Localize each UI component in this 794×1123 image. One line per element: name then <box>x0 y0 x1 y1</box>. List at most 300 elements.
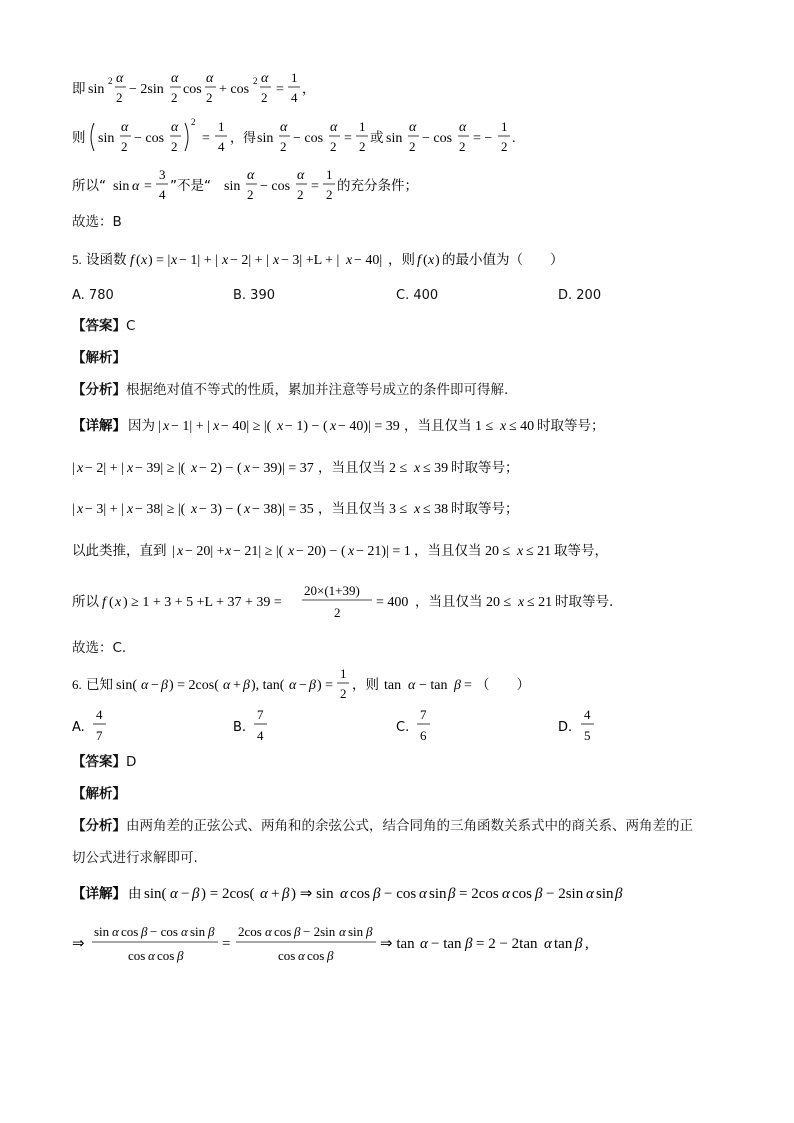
svg-text:7: 7 <box>96 728 103 743</box>
answer-tag: 【答案】 <box>72 318 126 334</box>
svg-text:− 2sin: − 2sin <box>546 886 584 902</box>
svg-text:⇒: ⇒ <box>72 936 85 952</box>
svg-text:α: α <box>502 886 510 902</box>
svg-text:− 2| + |: − 2| + | <box>230 253 269 268</box>
svg-text:sin: sin <box>386 131 403 146</box>
svg-text:α: α <box>340 886 348 902</box>
fenxi-tag: 【分析】 <box>72 818 126 834</box>
svg-text:2: 2 <box>330 139 337 154</box>
question-6 <box>72 664 592 708</box>
svg-text:− cos: − cos <box>384 886 417 902</box>
svg-text:sin: sin <box>94 924 110 939</box>
svg-text:x: x <box>115 595 122 610</box>
svg-text:− 40|: − 40| <box>354 253 383 268</box>
svg-text:x: x <box>273 253 280 268</box>
q6-option-a-fraction[interactable] <box>72 706 112 746</box>
svg-text:|: | <box>158 419 161 434</box>
svg-text:3 ≤: 3 ≤ <box>389 502 408 517</box>
svg-text:，当且仅当: ，当且仅当 <box>404 418 472 434</box>
svg-text:时取等号；: 时取等号； <box>537 418 605 434</box>
svg-text:1: 1 <box>291 70 298 85</box>
svg-text:x: x <box>428 253 435 268</box>
svg-text:，: ， <box>302 82 316 97</box>
svg-text:) =: ) = <box>317 678 334 693</box>
svg-text:− 21| ≥ |(: − 21| ≥ |( <box>233 544 284 559</box>
svg-text:) ≥ 1 + 3 + 5 +L + 37 + 39 =: ) ≥ 1 + 3 + 5 +L + 37 + 39 = <box>123 595 282 610</box>
svg-text:α: α <box>544 936 552 952</box>
svg-text:sin: sin <box>98 131 115 146</box>
svg-text:所以: 所以 <box>72 594 99 610</box>
q5-detail-3 <box>72 497 552 523</box>
svg-text:− 1| + |: − 1| + | <box>179 253 218 268</box>
svg-text:α: α <box>171 120 179 135</box>
fenxi-text: 根据绝对值不等式的性质，累加并注意等号成立的条件即可得解. <box>126 382 509 398</box>
svg-text:4: 4 <box>96 707 103 722</box>
q6-option-b-fraction[interactable] <box>233 706 273 746</box>
svg-text:cos: cos <box>157 948 175 963</box>
svg-text:x: x <box>518 595 525 610</box>
svg-text:β: β <box>141 924 148 939</box>
svg-text:20 ≤: 20 ≤ <box>486 595 512 610</box>
q5-option-c[interactable]: C. 400 <box>396 288 439 303</box>
math-line-1 <box>72 68 372 112</box>
svg-text:2: 2 <box>359 139 366 154</box>
q5-end: 故选：C. <box>72 640 127 656</box>
svg-text:− 40)| = 39: − 40)| = 39 <box>338 419 400 434</box>
svg-text:x: x <box>414 461 421 476</box>
svg-text:α: α <box>260 886 268 902</box>
svg-text:x: x <box>277 419 284 434</box>
svg-text:x: x <box>127 502 134 517</box>
svg-text:α: α <box>265 924 272 939</box>
svg-text:4: 4 <box>584 707 591 722</box>
q6-answer <box>72 756 136 770</box>
svg-text:sin: sin <box>88 82 105 97</box>
q6-fenxi <box>72 820 693 834</box>
q5-option-d[interactable]: D. 200 <box>558 288 602 303</box>
svg-text:α: α <box>112 924 119 939</box>
q6-option-d-fraction[interactable] <box>558 706 598 746</box>
svg-text:4: 4 <box>291 90 298 105</box>
svg-text:或: 或 <box>370 130 384 146</box>
math-formula-1 <box>72 68 372 108</box>
svg-text:β: β <box>535 886 543 902</box>
svg-text:sin(: sin( <box>144 886 167 902</box>
svg-text:=: = <box>276 82 284 97</box>
svg-text:x: x <box>288 544 295 559</box>
svg-text:sin: sin <box>224 179 241 194</box>
svg-text:cos: cos <box>307 948 325 963</box>
svg-text:β: β <box>177 948 184 963</box>
svg-text:2: 2 <box>247 187 254 202</box>
svg-text:2: 2 <box>326 187 333 202</box>
svg-text:cos: cos <box>121 924 139 939</box>
question-5 <box>72 248 612 274</box>
q5-detail-4-formula <box>72 539 632 561</box>
svg-text:= −: = − <box>473 131 493 146</box>
svg-text:β: β <box>294 924 301 939</box>
svg-text:4: 4 <box>257 728 264 743</box>
svg-text:α: α <box>181 924 188 939</box>
svg-text:tan: tan <box>554 936 573 952</box>
svg-text:cos: cos <box>128 948 146 963</box>
svg-text:−: − <box>181 886 190 902</box>
svg-text:x: x <box>77 502 84 517</box>
svg-text:≤ 39: ≤ 39 <box>423 461 449 476</box>
svg-text:设函数: 设函数 <box>86 252 127 268</box>
svg-text:=: = <box>144 179 152 194</box>
question-6-stem <box>72 664 592 704</box>
svg-text:时取等号；: 时取等号； <box>451 460 519 476</box>
svg-text:x: x <box>244 461 251 476</box>
svg-text:C.: C. <box>396 720 410 735</box>
svg-text:= 2 − 2tan: = 2 − 2tan <box>476 936 538 952</box>
svg-text:α: α <box>206 71 214 86</box>
svg-text:β: β <box>327 948 334 963</box>
q6-jiexi-heading: 【解析】 <box>72 786 126 802</box>
svg-text:) = |: ) = | <box>148 253 171 268</box>
svg-text:⇒ tan: ⇒ tan <box>380 936 415 952</box>
svg-text:的最小值为（ ）: 的最小值为（ ） <box>442 252 564 268</box>
q5-detail-1-formula <box>72 414 632 436</box>
svg-text:2cos: 2cos <box>238 924 262 939</box>
svg-text:2: 2 <box>459 139 466 154</box>
q5-detail-5-formula <box>72 578 652 624</box>
svg-text:2 ≤: 2 ≤ <box>389 461 408 476</box>
svg-text:β: β <box>615 886 623 902</box>
q5-option-b[interactable]: B. 390 <box>233 288 275 303</box>
svg-text:20×(1+39): 20×(1+39) <box>304 583 360 598</box>
svg-text:x: x <box>127 461 134 476</box>
svg-text:x: x <box>330 419 337 434</box>
svg-text:1: 1 <box>340 666 347 681</box>
svg-text:α: α <box>171 71 179 86</box>
fenxi-tag: 【分析】 <box>72 382 126 398</box>
answer-value: C <box>126 318 136 334</box>
svg-text:2: 2 <box>261 90 268 105</box>
svg-text:− cos: − cos <box>150 924 178 939</box>
svg-text:α: α <box>339 924 346 939</box>
svg-text:，当且仅当: ，当且仅当 <box>415 594 483 610</box>
svg-text:，当且仅当: ，当且仅当 <box>318 460 386 476</box>
svg-text:x: x <box>177 544 184 559</box>
svg-text:x: x <box>414 502 421 517</box>
svg-text:sin: sin <box>348 924 364 939</box>
svg-text:x: x <box>244 502 251 517</box>
svg-text:x: x <box>171 253 178 268</box>
svg-text:2: 2 <box>253 76 258 86</box>
svg-text:（ ）: （ ） <box>476 677 530 693</box>
svg-text:cos: cos <box>183 82 202 97</box>
q5-detail-3-formula <box>72 497 552 519</box>
svg-text:α: α <box>419 886 427 902</box>
svg-text:≤ 38: ≤ 38 <box>423 502 449 517</box>
svg-text:时取等号；: 时取等号； <box>451 501 519 517</box>
svg-text:+: + <box>233 678 241 693</box>
svg-text:− cos: − cos <box>293 131 324 146</box>
svg-text:x: x <box>222 253 229 268</box>
svg-text:α: α <box>459 120 467 135</box>
svg-text:− cos: − cos <box>422 131 453 146</box>
svg-text:x: x <box>348 544 355 559</box>
svg-text:3: 3 <box>159 167 166 182</box>
svg-text:取等号，: 取等号， <box>554 543 608 559</box>
svg-text:) = 2cos(: ) = 2cos( <box>169 678 219 693</box>
q6-detail-2-formula <box>72 920 692 966</box>
svg-text:1 ≤: 1 ≤ <box>475 419 494 434</box>
svg-text:7: 7 <box>420 707 427 722</box>
svg-text:，则: ，则 <box>352 677 379 693</box>
svg-text:) = 2cos(: ) = 2cos( <box>201 886 255 902</box>
svg-text:α: α <box>330 120 338 135</box>
svg-text:β: β <box>373 886 381 902</box>
q6-detail-1-formula <box>72 882 692 904</box>
svg-text:6.: 6. <box>72 677 82 692</box>
svg-text:α: α <box>297 168 305 183</box>
svg-text:α: α <box>289 678 297 693</box>
svg-text:− cos: − cos <box>134 131 165 146</box>
svg-text:sin(: sin( <box>116 678 137 693</box>
svg-text:− 3| +L + |: − 3| +L + | <box>281 253 340 268</box>
svg-text:【详解】: 【详解】 <box>72 418 126 434</box>
svg-text:α: α <box>116 71 124 86</box>
svg-text:(: ( <box>109 595 114 610</box>
svg-text:cos: cos <box>274 924 292 939</box>
q6-detail-1 <box>72 882 692 908</box>
svg-text:x: x <box>191 502 198 517</box>
svg-text:x: x <box>225 544 232 559</box>
svg-text:− 20) − (: − 20) − ( <box>296 544 346 559</box>
svg-text:−: − <box>151 678 159 693</box>
svg-text:，当且仅当: ，当且仅当 <box>414 543 482 559</box>
svg-text:4: 4 <box>159 187 166 202</box>
svg-text:− 40| ≥ |(: − 40| ≥ |( <box>221 419 272 434</box>
math-formula-3 <box>72 165 452 205</box>
svg-text:+: + <box>271 886 280 902</box>
svg-text:≤ 40: ≤ 40 <box>509 419 535 434</box>
svg-text:− tan: − tan <box>419 678 448 693</box>
svg-text:=: = <box>464 678 472 693</box>
svg-text:α: α <box>409 120 417 135</box>
svg-text:=: = <box>222 936 231 952</box>
svg-text:α: α <box>148 948 155 963</box>
question-5-stem <box>72 248 612 270</box>
svg-text:α: α <box>141 678 149 693</box>
svg-text:已知: 已知 <box>86 677 113 693</box>
svg-text:2: 2 <box>191 117 196 127</box>
svg-text:α: α <box>420 936 428 952</box>
q5-jiexi-heading: 【解析】 <box>72 350 126 366</box>
q5-option-a[interactable]: A. 780 <box>72 288 114 303</box>
svg-text:时取等号.: 时取等号. <box>555 594 614 610</box>
svg-text:f: f <box>417 253 421 268</box>
svg-text:5.: 5. <box>72 252 82 267</box>
svg-text:4: 4 <box>218 139 225 154</box>
svg-text:=: = <box>202 131 210 146</box>
svg-text:cos: cos <box>350 886 370 902</box>
svg-text:|: | <box>172 544 175 559</box>
svg-text:2: 2 <box>206 90 213 105</box>
svg-text:− 2sin: − 2sin <box>303 924 336 939</box>
svg-text:x: x <box>163 419 170 434</box>
svg-text:2: 2 <box>334 605 341 620</box>
svg-text:− 39)| = 37: − 39)| = 37 <box>252 461 314 476</box>
svg-text:B.: B. <box>233 720 247 735</box>
answer-tag: 【答案】 <box>72 754 126 770</box>
svg-text:≤ 21: ≤ 21 <box>526 544 552 559</box>
svg-text:sin: sin <box>429 886 447 902</box>
svg-text:.: . <box>512 131 516 146</box>
svg-text:D.: D. <box>558 720 573 735</box>
svg-text:1: 1 <box>359 119 366 134</box>
svg-text:,: , <box>585 936 589 952</box>
svg-text:2: 2 <box>171 90 178 105</box>
svg-text:以此类推，直到: 以此类推，直到 <box>72 543 167 559</box>
math-formula-2 <box>72 115 532 159</box>
svg-text:− tan: − tan <box>431 936 462 952</box>
q5-detail-2 <box>72 456 552 482</box>
svg-text:，当且仅当: ，当且仅当 <box>318 501 386 517</box>
math-line-3 <box>72 165 452 209</box>
svg-text:x: x <box>517 544 524 559</box>
svg-text:β: β <box>309 678 316 693</box>
svg-text:2: 2 <box>171 139 178 154</box>
svg-text:，得: ，得 <box>230 131 257 146</box>
svg-text:− 1) − (: − 1) − ( <box>285 419 328 434</box>
q6-option-d[interactable] <box>558 706 598 750</box>
svg-text:1: 1 <box>218 119 225 134</box>
math-line-2 <box>72 115 532 163</box>
svg-text:2: 2 <box>280 139 287 154</box>
svg-text:2: 2 <box>116 90 123 105</box>
svg-text:= 2cos: = 2cos <box>459 886 499 902</box>
svg-text:−: − <box>299 678 307 693</box>
svg-text:2: 2 <box>501 139 508 154</box>
svg-text:tan: tan <box>384 678 402 693</box>
svg-text:由: 由 <box>128 886 142 902</box>
svg-text:α: α <box>408 678 416 693</box>
svg-text:α: α <box>223 678 231 693</box>
svg-text:), tan(: ), tan( <box>251 678 285 693</box>
svg-text:x: x <box>500 419 507 434</box>
svg-text:=: = <box>311 179 319 194</box>
svg-text:即: 即 <box>72 81 86 97</box>
svg-text:cos: cos <box>278 948 296 963</box>
svg-text:f: f <box>102 595 106 610</box>
svg-text:2: 2 <box>297 187 304 202</box>
svg-text:β: β <box>454 678 461 693</box>
svg-text:x: x <box>213 419 220 434</box>
svg-text:β: β <box>161 678 168 693</box>
svg-text:1: 1 <box>326 167 333 182</box>
svg-text:7: 7 <box>257 707 264 722</box>
svg-text:β: β <box>465 936 473 952</box>
svg-text:cos: cos <box>512 886 532 902</box>
svg-text:sin: sin <box>257 131 274 146</box>
svg-text:− 38| ≥ |(: − 38| ≥ |( <box>135 502 186 517</box>
svg-text:α: α <box>247 168 255 183</box>
svg-text:sin: sin <box>596 886 614 902</box>
q6-option-b[interactable] <box>233 706 273 750</box>
svg-text:≤ 21: ≤ 21 <box>527 595 553 610</box>
svg-text:的充分条件；: 的充分条件； <box>337 178 418 194</box>
svg-text:x: x <box>141 253 148 268</box>
svg-text:− 1| + |: − 1| + | <box>171 419 210 434</box>
svg-text:因为: 因为 <box>128 418 155 434</box>
svg-text:− 3) − (: − 3) − ( <box>199 502 242 517</box>
svg-text:20 ≤: 20 ≤ <box>485 544 511 559</box>
svg-text:A.: A. <box>72 720 85 735</box>
svg-text:− 21)| = 1: − 21)| = 1 <box>356 544 411 559</box>
svg-text:β: β <box>243 678 250 693</box>
svg-text:) ⇒ sin: ) ⇒ sin <box>291 886 334 902</box>
svg-text:− 39| ≥ |(: − 39| ≥ |( <box>135 461 186 476</box>
svg-text:x: x <box>191 461 198 476</box>
svg-text:− cos: − cos <box>260 179 291 194</box>
svg-text:β: β <box>282 886 290 902</box>
svg-text:+ cos: + cos <box>219 82 250 97</box>
answer-line-4: 故选：B <box>72 214 122 230</box>
svg-text:【详解】: 【详解】 <box>72 886 126 902</box>
svg-text:β: β <box>575 936 583 952</box>
svg-text:sin: sin <box>190 924 206 939</box>
svg-text:|: | <box>72 461 75 476</box>
svg-text:sin: sin <box>113 179 130 194</box>
svg-text:− 2sin: − 2sin <box>129 82 164 97</box>
svg-text:α: α <box>261 71 269 86</box>
svg-text:2: 2 <box>108 76 113 86</box>
fenxi-text: 由两角差的正弦公式、两角和的余弦公式，结合同角的三角函数关系式中的商关系、两角差的正 <box>126 818 693 834</box>
svg-text:− 3| + |: − 3| + | <box>85 502 124 517</box>
svg-text:，则: ，则 <box>388 252 415 268</box>
q6-option-a[interactable] <box>72 706 112 750</box>
svg-text:2: 2 <box>121 139 128 154</box>
svg-text:2: 2 <box>409 139 416 154</box>
svg-text:β: β <box>192 886 200 902</box>
q6-fenxi-cont: 切公式进行求解即可. <box>72 850 198 866</box>
svg-text:− 38)| = 35: − 38)| = 35 <box>252 502 314 517</box>
svg-text:|: | <box>72 502 75 517</box>
answer-value: D <box>126 754 137 770</box>
svg-text:=: = <box>344 131 352 146</box>
svg-text:α: α <box>298 948 305 963</box>
svg-text:α: α <box>132 179 140 194</box>
svg-text:− 2) − (: − 2) − ( <box>199 461 242 476</box>
svg-text:α: α <box>586 886 594 902</box>
svg-text:x: x <box>346 253 353 268</box>
svg-text:= 400: = 400 <box>376 595 409 610</box>
q6-option-c-fraction[interactable] <box>396 706 436 746</box>
svg-text:(: ( <box>423 253 428 268</box>
q5-detail-2-formula <box>72 456 552 478</box>
svg-text:2: 2 <box>340 686 347 701</box>
svg-text:则: 则 <box>72 130 86 146</box>
svg-text:α: α <box>121 120 129 135</box>
q5-detail-4 <box>72 539 632 565</box>
svg-text:− 20| +: − 20| + <box>185 544 225 559</box>
svg-text:α: α <box>170 886 178 902</box>
svg-text:β: β <box>208 924 215 939</box>
svg-text:x: x <box>77 461 84 476</box>
q6-detail-2 <box>72 920 692 970</box>
svg-text:β: β <box>448 886 456 902</box>
svg-text:β: β <box>366 924 373 939</box>
q5-detail-5 <box>72 578 652 628</box>
svg-text:6: 6 <box>420 728 427 743</box>
q6-option-c[interactable] <box>396 706 436 750</box>
svg-text:(: ( <box>136 253 141 268</box>
svg-text:1: 1 <box>501 119 508 134</box>
